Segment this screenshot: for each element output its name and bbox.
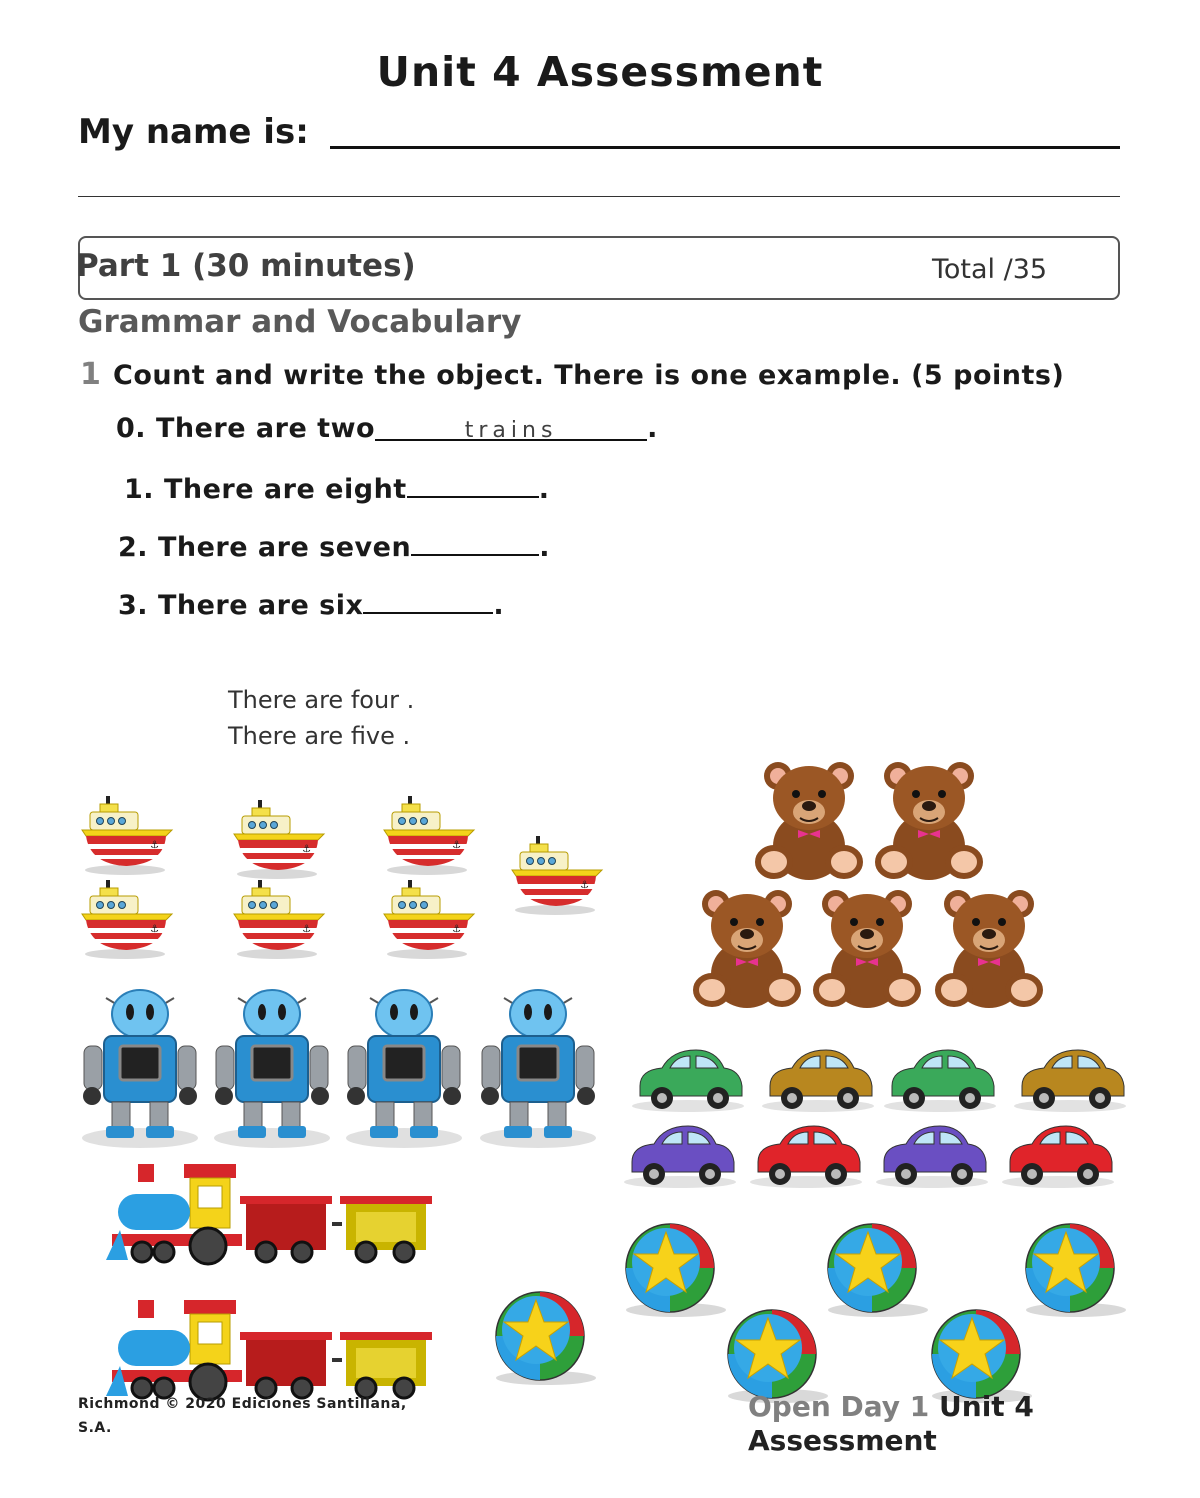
boat-picture — [80, 880, 176, 960]
note-line: There are five . — [228, 722, 411, 750]
footer-unit: Unit 4 Assessment — [748, 1390, 1034, 1457]
teddy-bear-picture — [756, 758, 862, 880]
ball-picture — [1024, 1222, 1128, 1318]
section-title: Grammar and Vocabulary — [78, 304, 522, 340]
footer-open-day: Open Day 1 — [748, 1390, 930, 1423]
robot-picture — [346, 988, 464, 1150]
item-2: 2. There are seven . — [118, 528, 550, 563]
item-3: 3. There are six . — [118, 586, 504, 621]
question-points: (5 points) — [911, 360, 1065, 391]
car-picture — [762, 1044, 876, 1114]
item-label: 0. — [116, 413, 147, 444]
answer-blank[interactable] — [407, 470, 539, 498]
footer-label — [748, 1390, 1088, 1458]
train-picture — [106, 1164, 436, 1264]
car-picture — [884, 1044, 998, 1114]
item-label: 2. — [118, 532, 149, 563]
car-picture — [624, 1120, 738, 1190]
item-text: There are six — [157, 590, 364, 621]
question-instructions — [113, 360, 1064, 391]
item-0: 0. There are two trains . — [116, 413, 658, 444]
item-label: 1. — [124, 474, 155, 505]
answer-text: trains — [464, 418, 558, 443]
total-score: Total /35 — [932, 254, 1048, 285]
teddy-bear-picture — [814, 886, 920, 1008]
divider — [78, 196, 1120, 197]
answer-blank[interactable] — [411, 528, 539, 556]
item-1: 1. There are eight . — [124, 470, 549, 505]
boat-picture — [232, 800, 328, 880]
robot-picture — [480, 988, 598, 1150]
page-title: Unit 4 Assessment — [376, 48, 824, 96]
item-text: There are seven — [157, 532, 412, 563]
train-picture — [106, 1300, 436, 1400]
ball-picture — [826, 1222, 930, 1318]
car-picture — [1014, 1044, 1128, 1114]
question-number: 1 — [80, 357, 101, 392]
name-write-line[interactable] — [330, 146, 1120, 149]
teddy-bear-picture — [694, 886, 800, 1008]
boat-picture — [382, 880, 478, 960]
car-picture — [876, 1120, 990, 1190]
item-label: 3. — [118, 590, 149, 621]
robot-picture — [214, 988, 332, 1150]
boat-picture — [80, 796, 176, 876]
answer-blank[interactable] — [375, 413, 647, 441]
car-picture — [632, 1044, 746, 1114]
note-line: There are four . — [228, 686, 415, 714]
boat-picture — [232, 880, 328, 960]
ball-picture — [494, 1290, 598, 1386]
copyright: Richmond © 2020 Ediciones Santillana, S.A. — [78, 1396, 407, 1436]
boat-picture — [382, 796, 478, 876]
item-text: There are eight — [163, 474, 407, 505]
car-picture — [750, 1120, 864, 1190]
car-picture — [1002, 1120, 1116, 1190]
robot-picture — [82, 988, 200, 1150]
part-title: Part 1 (30 minutes) — [76, 248, 416, 284]
question-text: Count and write the object. There is one example. — [113, 360, 902, 391]
teddy-bear-picture — [876, 758, 982, 880]
name-label: My name is: — [78, 112, 309, 152]
answer-blank[interactable] — [363, 586, 493, 614]
boat-picture — [510, 836, 606, 916]
teddy-bear-picture — [936, 886, 1042, 1008]
ball-picture — [624, 1222, 728, 1318]
item-text: There are two — [155, 413, 376, 444]
